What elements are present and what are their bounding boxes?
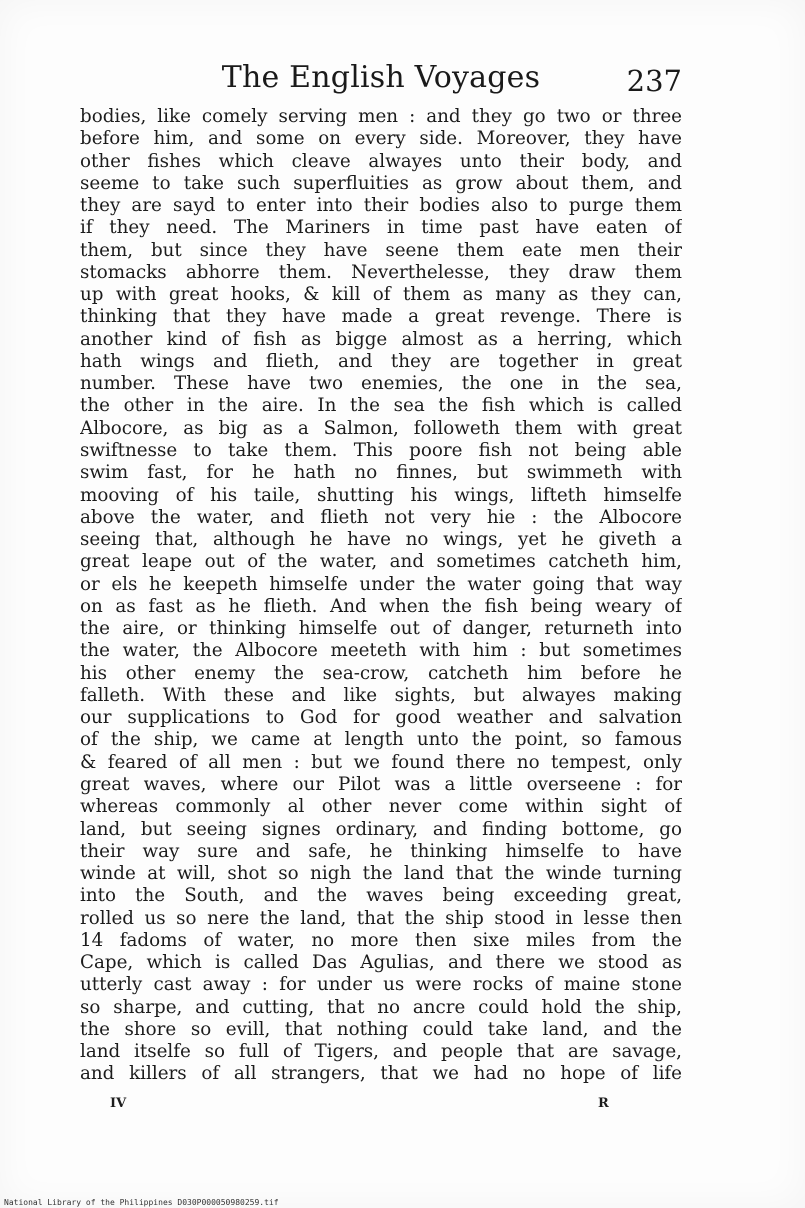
text-line: before him, and some on every side. Moreover, they have — [80, 128, 682, 150]
scan-label: National Library of the Philippines D030P000050980259.tif — [4, 1198, 279, 1207]
text-line: & feared of all men : but we found there no tempest, only — [80, 751, 682, 773]
text-line: winde at will, shot so nigh the land that the winde turning — [80, 863, 682, 885]
volume-mark: IV — [110, 1096, 127, 1111]
text-line: mooving of his taile, shutting his wings, lifteth himselfe — [80, 484, 682, 506]
text-line: thinking that they have made a great revenge. There is — [80, 306, 682, 328]
text-line: utterly cast away : for under us were rocks of maine stone — [80, 974, 682, 996]
text-line: so sharpe, and cutting, that no ancre could hold the ship, — [80, 996, 682, 1018]
text-line: number. These have two enemies, the one in the sea, — [80, 373, 682, 395]
text-line: 14 fadoms of water, no more then sixe miles from the — [80, 929, 682, 951]
text-line: seeme to take such superfluities as grow about them, and — [80, 172, 682, 194]
text-line: above the water, and flieth not very hie : the Albocore — [80, 506, 682, 528]
text-line: Cape, which is called Das Agulias, and there we stood as — [80, 952, 682, 974]
text-line: up with great hooks, & kill of them as many as they can, — [80, 284, 682, 306]
text-line: on as fast as he flieth. And when the fish being weary of — [80, 595, 682, 617]
text-line: land itselfe so full of Tigers, and people that are savage, — [80, 1041, 682, 1063]
text-line: the other in the aire. In the sea the fish which is called — [80, 395, 682, 417]
text-line: the aire, or thinking himselfe out of danger, returneth into — [80, 618, 682, 640]
text-line: and killers of all strangers, that we had no hope of life — [80, 1063, 682, 1085]
text-line: great leape out of the water, and sometimes catcheth him, — [80, 551, 682, 573]
running-head — [80, 58, 682, 102]
running-title: The English Voyages — [221, 60, 541, 95]
text-line: land, but seeing signes ordinary, and finding bottome, go — [80, 818, 682, 840]
body-text — [80, 106, 682, 1086]
text-line: hath wings and flieth, and they are together in great — [80, 350, 682, 372]
text-line: our supplications to God for good weather and salvation — [80, 707, 682, 729]
text-line: the shore so evill, that nothing could take land, and the — [80, 1018, 682, 1040]
text-line: other fishes which cleave alwayes unto their body, and — [80, 150, 682, 172]
text-line: his other enemy the sea-crow, catcheth him before he — [80, 662, 682, 684]
page-number: 237 — [626, 64, 682, 98]
text-line: swim fast, for he hath no finnes, but swimmeth with — [80, 462, 682, 484]
text-line: another kind of fish as bigge almost as a herring, which — [80, 328, 682, 350]
text-line: the water, the Albocore meeteth with him : but sometimes — [80, 640, 682, 662]
signature-mark: R — [598, 1096, 609, 1111]
text-line: they are sayd to enter into their bodies also to purge them — [80, 195, 682, 217]
text-line: into the South, and the waves being exceeding great, — [80, 885, 682, 907]
text-line: or els he keepeth himselfe under the water going that way — [80, 573, 682, 595]
text-line: seeing that, although he have no wings, yet he giveth a — [80, 529, 682, 551]
text-line: bodies, like comely serving men : and they go two or three — [80, 106, 682, 127]
text-line: whereas commonly al other never come within sight of — [80, 796, 682, 818]
text-line: stomacks abhorre them. Neverthelesse, they draw them — [80, 261, 682, 283]
text-line: if they need. The Mariners in time past have eaten of — [80, 217, 682, 239]
text-line: falleth. With these and like sights, but alwayes making — [80, 684, 682, 706]
page-footer — [80, 1096, 682, 1118]
text-line: them, but since they have seene them eate men their — [80, 239, 682, 261]
text-line: great waves, where our Pilot was a little overseene : for — [80, 773, 682, 795]
text-line: Albocore, as big as a Salmon, followeth them with great — [80, 417, 682, 439]
text-line: of the ship, we came at length unto the point, so famous — [80, 729, 682, 751]
text-line: rolled us so nere the land, that the ship stood in lesse then — [80, 907, 682, 929]
text-line: their way sure and safe, he thinking himselfe to have — [80, 840, 682, 862]
text-line: swiftnesse to take them. This poore fish not being able — [80, 439, 682, 461]
